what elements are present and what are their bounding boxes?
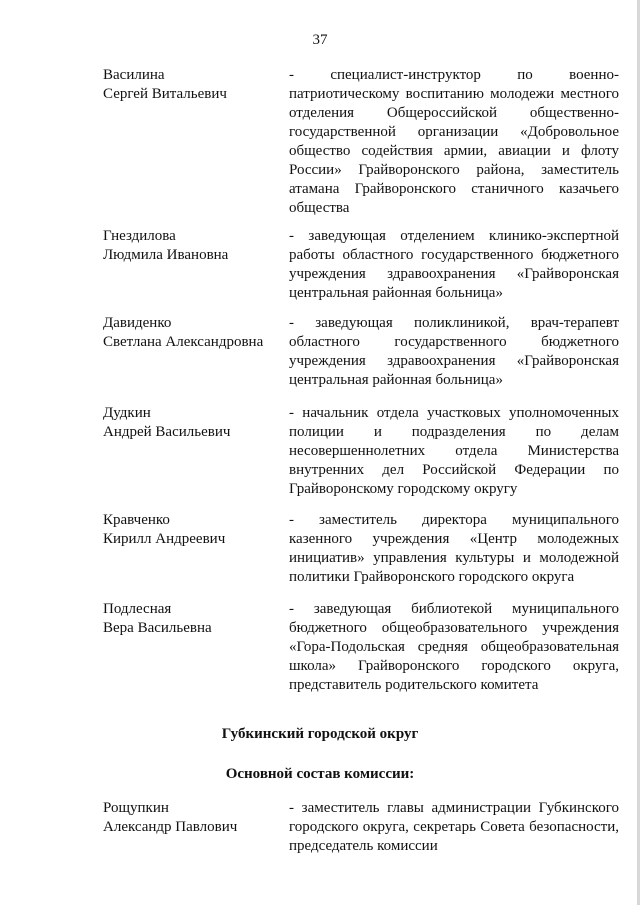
member-surname: Гнездилова bbox=[103, 228, 176, 244]
member-surname: Дудкин bbox=[103, 405, 151, 421]
member-surname: Давиденко bbox=[103, 315, 172, 331]
member-name bbox=[103, 227, 273, 265]
member-position: - заведующая библиотекой муниципального бюджетного общеобразовательного учреждения «Гора-Подольская средняя общеобразовательная школа» Грайворонского городского округа, представитель родительского комитета bbox=[289, 601, 619, 693]
member-name bbox=[103, 404, 273, 442]
page-number: 37 bbox=[312, 32, 328, 48]
section-title: Губкинский городской округ bbox=[221, 726, 419, 742]
member-position: - заведующая отделением клинико-экспертной работы областного государственного бюджетного учреждения здравоохранения «Грайворонская центральная районная больница» bbox=[289, 228, 619, 301]
subsection-title: Основной состав комиссии: bbox=[225, 766, 415, 782]
member-given-names: Людмила Ивановна bbox=[103, 247, 229, 263]
member-position: - начальник отдела участковых уполномоченных полиции и подразделения по делам несовершеннолетних отдела Министерства внутренних дел Российской Федерации по Грайворонскому городскому округу bbox=[289, 405, 619, 497]
member-position: - специалист-инструктор по военно-патриотическому воспитанию молодежи местного отделения Общероссийской общественно-государственной организации «Добровольное общество содействия армии, авиации и флоту России» Грайворонского района, заместитель атамана Грайворонского станичного казачьего общества bbox=[289, 67, 619, 216]
member-name bbox=[103, 799, 273, 837]
member-surname: Кравченко bbox=[103, 512, 170, 528]
member-given-names: Андрей Васильевич bbox=[103, 424, 231, 440]
member-surname: Подлесная bbox=[103, 601, 172, 617]
member-position: - заведующая поликлиникой, врач-терапевт областного государственного бюджетного учреждения здравоохранения «Грайворонская центральная районная больница» bbox=[289, 315, 619, 388]
member-position: - заместитель директора муниципального казенного учреждения «Центр молодежных инициатив» управления культуры и молодежной политики Грайворонского городского округа bbox=[289, 512, 619, 585]
member-position: - заместитель главы администрации Губкинского городского округа, секретарь Совета безопасности, председатель комиссии bbox=[289, 800, 619, 854]
member-given-names: Светлана Александровна bbox=[103, 334, 264, 350]
member-given-names: Сергей Витальевич bbox=[103, 86, 227, 102]
member-name bbox=[103, 511, 273, 549]
member-surname: Рощупкин bbox=[103, 800, 169, 816]
member-given-names: Вера Васильевна bbox=[103, 620, 212, 636]
member-given-names: Александр Павлович bbox=[103, 819, 238, 835]
member-given-names: Кирилл Андреевич bbox=[103, 531, 226, 547]
member-name bbox=[103, 314, 273, 352]
member-surname: Василина bbox=[103, 67, 165, 83]
member-name bbox=[103, 66, 273, 104]
member-name bbox=[103, 600, 273, 638]
